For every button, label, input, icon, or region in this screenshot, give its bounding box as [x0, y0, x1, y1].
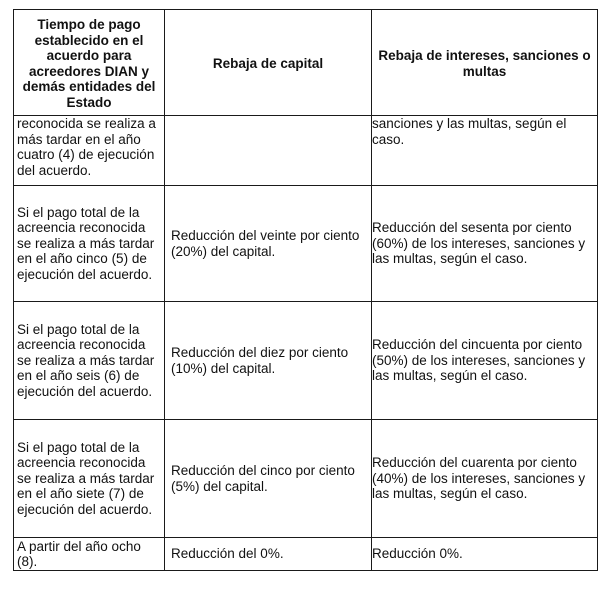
- reduction-table: [13, 9, 598, 571]
- interest-cell: Reducción del cuarenta por ciento (40%) de los intereses, sanciones y las multas, según el caso.: [372, 420, 598, 538]
- interest-cell: Reducción del cincuenta por ciento (50%) de los intereses, sanciones y las multas, según el caso.: [372, 302, 598, 420]
- capital-cell: Reducción del diez por ciento (10%) del capital.: [165, 302, 372, 420]
- header-capital-reduction-text: Rebaja de capital: [212, 55, 324, 71]
- header-interest-reduction: [372, 10, 598, 116]
- header-payment-term: [14, 10, 165, 116]
- table-row: [14, 186, 598, 302]
- interest-cell: Reducción 0%.: [372, 538, 598, 571]
- header-payment-term-text: Tiempo de pago establecido en el acuerdo para acreedores DIAN y demás entidades del Estado: [22, 17, 156, 110]
- header-capital-reduction: [165, 10, 372, 116]
- term-cell: reconocida se realiza a más tardar en el año cuatro (4) de ejecución del acuerdo.: [14, 116, 165, 186]
- term-cell: Si el pago total de la acreencia reconocida se realiza a más tardar en el año seis (6) de ejecución del acuerdo.: [14, 302, 165, 420]
- table-row: [14, 538, 598, 571]
- term-cell: Si el pago total de la acreencia reconocida se realiza a más tardar en el año siete (7) de ejecución del acuerdo.: [14, 420, 165, 538]
- capital-cell: Reducción del veinte por ciento (20%) del capital.: [165, 186, 372, 302]
- table-row: [14, 116, 598, 186]
- header-interest-reduction-text: Rebaja de intereses, sanciones o multas: [378, 48, 591, 79]
- capital-cell: [165, 116, 372, 186]
- table-row: [14, 420, 598, 538]
- capital-cell: Reducción del 0%.: [165, 538, 372, 571]
- capital-cell: Reducción del cinco por ciento (5%) del capital.: [165, 420, 372, 538]
- table-header-row: [14, 10, 598, 116]
- interest-cell: sanciones y las multas, según el caso.: [372, 116, 598, 186]
- table-row: [14, 302, 598, 420]
- term-cell: A partir del año ocho (8).: [14, 538, 165, 571]
- term-cell: Si el pago total de la acreencia reconocida se realiza a más tardar en el año cinco (5) de ejecución del acuerdo.: [14, 186, 165, 302]
- interest-cell: Reducción del sesenta por ciento (60%) de los intereses, sanciones y las multas, según el caso.: [372, 186, 598, 302]
